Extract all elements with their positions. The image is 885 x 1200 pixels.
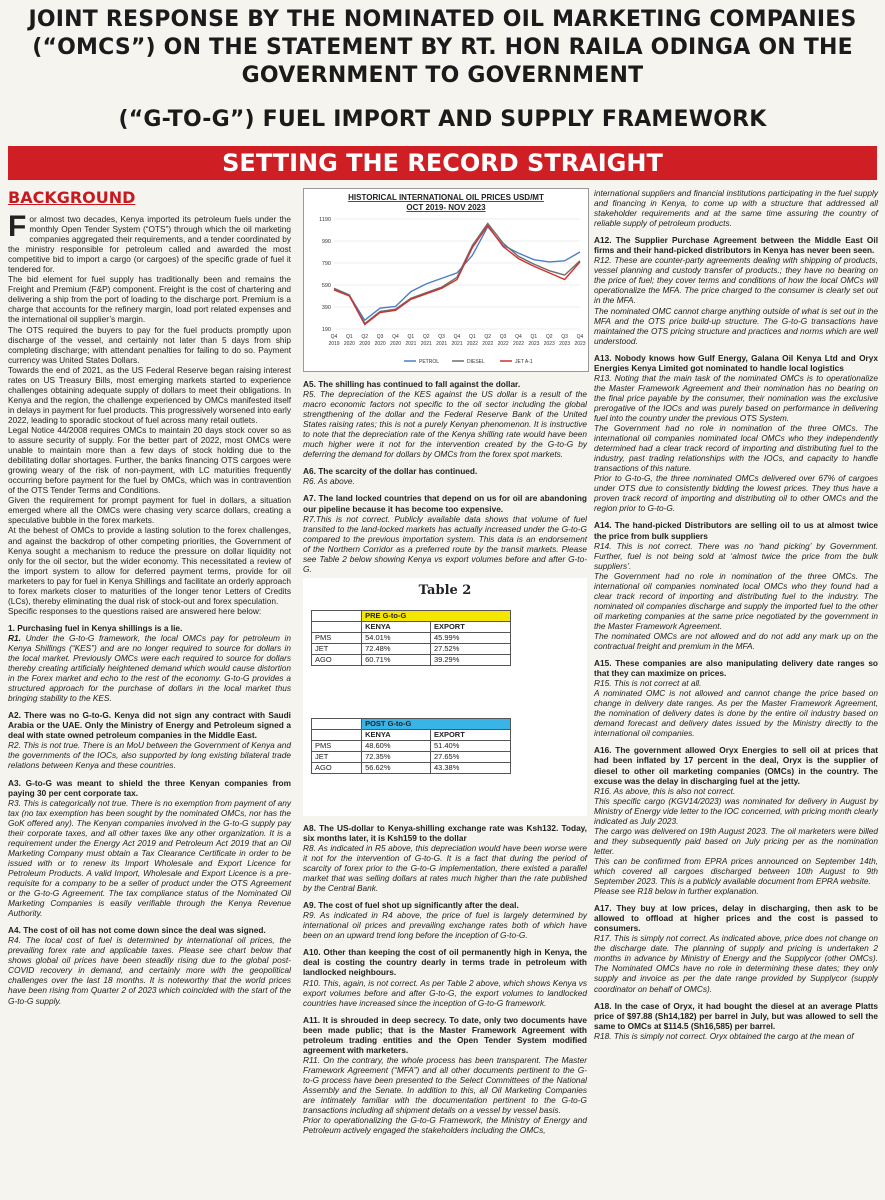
table-row [312, 751, 511, 762]
answer: R18. This is simply not correct. Oryx obtained the cargo at the mean of [594, 1030, 854, 1041]
table-cell: 43.38% [430, 763, 510, 774]
x-tick-label-year: 2020 [343, 341, 355, 347]
x-tick-label-year: 2019 [328, 341, 340, 347]
answer: R8. As indicated in R5 above, this depreciation would have been worse were it not for the intervention of G-to-G. It is a fact that during the period of scarcity of forex prior to the G-to-G implementation, there existed a parallel market that was selling dollars at rates much higher than the rate published by the Central Bank. [303, 842, 587, 894]
chart-title-line2: OCT 2019- NOV 2023 [406, 203, 486, 212]
x-tick-label: Q1 [407, 334, 415, 340]
table-cell: 51.40% [430, 740, 510, 751]
answer: R5. The depreciation of the KES against the US dollar is a result of the macro economic factors not specific to the oil sector including the global strengthening of the dollar and the Federal Reserve Bank of the United States raising rates; this is not a purely Kenyan phenomenon. It is instructive to note that the depreciation rate of the Kenya shilling rate would have been much higher were it not for the intervention created by the G-to-G by deferring the demand for dollars by OMCs from the forex spot markets. [303, 389, 587, 460]
table-cell: 27.52% [430, 643, 510, 654]
answer: R10. This, again, is not correct. As per Table 2 above, which shows Kenya vs export volumes before and after G-to-G, the export volumes to landlocked countries have increased since the inception of G-to-G framework. [303, 977, 587, 1008]
row-label: JET [312, 643, 362, 654]
question: A13. Nobody knows how Gulf Energy, Galana Oil Kenya Ltd and Oryx Energies Kenya Limited got nominated to handle local logistics [594, 352, 878, 373]
question: A11. It is shrouded in deep secrecy. To date, only two documents have been made public; that is the Master Framework Agreement with petroleum trading entities and the Open Tender System modified agreement with marketers. [303, 1014, 587, 1055]
answer: This can be confirmed from EPRA prices announced on September 14th, which covered all cargoes discharged between 10th August to 9th September 2023. This is a publicly available document from EPRA website. [594, 855, 878, 887]
x-tick-label-year: 2021 [451, 341, 463, 347]
y-tick-label: 1190 [319, 217, 331, 223]
answer: international suppliers and financial institutions participating in the fuel supply and financing in Kenya, to come up with a structure that addressed all stakeholder requirements and at the same time assuring the country of reliable supply of petroleum products. [594, 188, 878, 229]
pre-gtog-table [311, 610, 511, 666]
row-label: JET [312, 751, 362, 762]
table-cell: 39.29% [430, 655, 510, 666]
answer: R6. As above. [303, 476, 355, 487]
question: A9. The cost of fuel shot up significantly after the deal. [303, 900, 519, 911]
column-header: EXPORT [430, 729, 510, 740]
table-row [312, 655, 511, 666]
table-cell [312, 621, 362, 632]
answer: The nominated OMCs are not allowed and do not add any mark up on the contractual freight and premium in the MFA. [594, 630, 878, 652]
x-tick-label-year: 2023 [559, 341, 571, 347]
paragraph: The bid element for fuel supply has traditionally been and remains the Freight and Premium (F&P) component. Freight is the cost of chartering and delivering a ship from the port of loading to the discharge port. Premium is a charge that accounts for the refinery margin, load port related expenses and the international oil supplier’s margin. [8, 274, 291, 325]
x-tick-label-year: 2022 [482, 341, 494, 347]
question: A3. G-to-G was meant to shield the three Kenyan companies from paying 30 per cent corporate tax. [8, 777, 291, 798]
x-tick-label-year: 2021 [420, 341, 432, 347]
answer: R2. This is not true. There is an MoU between the Government of Kenya and the governments of the IOCs, also supported by long existing bilateral trade relations between Kenya and these countries. [8, 740, 291, 771]
paragraph: At the behest of OMCs to provide a lasting solution to the forex challenges, and against the backdrop of other competing priorities, the Government of Kenya sought a mechanism to reduce the pressure on dollar liquidity not only for the oil sector, but the wider economy. This necessitated a review of the import system to allow for deferred payment terms, provide for oil marketers to pay for fuel in Kenya Shillings and facilitate an orderly approach to forex markets closer to maturities of the longer tenor Letters of Credits (LCs), thereby eliminating the dual risk of stock-out and forex speculation. [8, 525, 291, 606]
x-tick-label: Q3 [561, 334, 568, 340]
x-tick-label-year: 2020 [389, 341, 402, 347]
column-header: KENYA [362, 729, 431, 740]
x-tick-label: Q1 [530, 334, 538, 340]
y-tick-label: 590 [321, 283, 331, 289]
question: A15. These companies are also manipulating delivery date ranges so that they can maximize on prices. [594, 658, 878, 679]
x-tick-label: Q4 [453, 334, 461, 340]
answer: R4. The local cost of fuel is determined by international oil prices, the prevailing forex rate and applicable taxes. Please see chart below that shows global oil prices have been steadily rising due to the global post-COVID recovery in demand, and certainly more with the geopolitical challenges over the last 18 months. It is noteworthy that the world prices have been rising from Quarter 2 of 2023 which coincided with the start of the G-to-G supply. [8, 935, 291, 1006]
document-title-line2: (“G-TO-G”) FUEL IMPORT AND SUPPLY FRAMEWORK [118, 107, 767, 132]
y-tick-label: 790 [321, 261, 331, 267]
x-tick-label-year: 2022 [497, 341, 509, 347]
y-tick-label: 990 [321, 239, 331, 245]
x-tick-label: Q2 [361, 334, 369, 340]
row-label: PMS [312, 740, 362, 751]
row-label: PMS [312, 632, 362, 643]
answer: Prior to G-to-G, the three nominated OMCs delivered over 67% of cargoes under OTS due to consistently bidding the lowest prices. They thus have a proven track record of importing and distributing oil to other OMCs and the region prior to G-to-G. [594, 473, 878, 514]
answer: R13. Noting that the main task of the nominated OMCs is to operationalize the Master Framework Agreement and their nomination has no bearing on the final price payable by the consumer, their nomination was the exclusive prerogative of the IOCs and was purely based on performance in delivering fuel into the country under the previous OTS System. [594, 372, 878, 423]
table-row [312, 763, 511, 774]
table-cell: 45.99% [430, 632, 510, 643]
x-tick-label: Q1 [346, 334, 353, 340]
question: A4. The cost of oil has not come down since the deal was signed. [8, 925, 266, 936]
question: A18. In the case of Oryx, it had bought the diesel at an average Platts price of $97.88 (Sh14,182) per barrel in July, but was allowed to sell the same to OMCs at $114.5 (Sh16,585) per barrel. [594, 1000, 878, 1031]
document-title: JOINT RESPONSE BY THE NOMINATED OIL MARKETING COMPANIES (“OMCS”) ON THE STATEMENT BY RT. HON RAILA ODINGA ON THE GOVERNMENT TO GOVERNMENT [28, 7, 857, 88]
question: 1. Purchasing fuel in Kenya shillings is a lie. [8, 622, 183, 633]
row-label: AGO [312, 763, 362, 774]
table-heading: POST G-to-G [362, 718, 511, 729]
x-tick-label-year: 2021 [436, 341, 448, 347]
table-cell [312, 729, 362, 740]
x-tick-label: Q1 [469, 334, 476, 340]
y-tick-label: 390 [321, 305, 331, 311]
x-tick-label-year: 2022 [466, 341, 478, 347]
y-tick-label: 190 [321, 327, 331, 333]
x-tick-label-year: 2021 [405, 341, 417, 347]
column-right [594, 188, 878, 1041]
paragraph [8, 210, 291, 275]
table-cell: 27.65% [430, 751, 510, 762]
table-cell: 54.01% [362, 632, 431, 643]
answer: R9. As indicated in R4 above, the price of fuel is largely determined by international oil prices and prevailing exchange rates both of which have been on an upward trend long before the inception of G-to-G. [303, 910, 587, 941]
x-tick-label-year: 2022 [512, 341, 525, 347]
answer: The Government had no role in nomination of the three OMCs. The international oil companies nominated local OMCs who they independently determined had a clear track record of importing and distributing fuel to the industry, past trading relationships with the IOCs, and capacity to handle transactions of this nature. [594, 423, 878, 474]
background-heading: BACKGROUND [8, 188, 136, 207]
answer: R17. This is simply not correct. As indicated above, price does not change on the discharge date. The planning of supply and pricing is undertaken 2 months in advance by Ministry of Energy and the Supplycor (other OMCs). The Nominated OMCs have no role in determining these dates; they only supply and invoice as per the date range provided by Supplycor (supply coordinator on behalf of OMCs). [594, 933, 878, 994]
answer: A nominated OMC is not allowed and cannot change the price based on change in delivery date ranges. As per the Master Framework Agreement, the nomination of delivery dates is done by the entire oil industry based on demand forecast and delivery dates issued by the Ministry directly to the international oil companies. [594, 688, 878, 739]
paragraph: The OTS required the buyers to pay for the fuel products promptly upon discharge of the vessel, and certainly not later than 5 days from ship completing discharge; with attendant penalties for failing to do so. Payment currency was United States Dollars. [8, 324, 291, 365]
answer: R12. These are counter-party agreements dealing with shipping of products, vessel planning and custody transfer of products.; they have no bearing on the price of fuel; they cover terms and conditions of how the local OMCs will operationalize the MFA. The price charged to the consumer is clearly set out in the MFA. [594, 255, 878, 306]
answer: R15. This is not correct at all. [594, 678, 702, 689]
answer: R7.This is not correct. Publicly available data shows that volume of fuel transited to the land-locked markets has actually increased under the G-to-G compared to the previous importation system. This data is an endorsement of the Northern Corridor as a preferred route by the transit markets. Please see Table 2 below showing Kenya vs export volumes before and after G-to-G. [303, 513, 587, 574]
x-tick-label: Q4 [515, 334, 522, 340]
oil-price-chart [303, 188, 589, 372]
answer: The Government had no role in nomination of the three OMCs. The international oil companies nominated local OMCs who they found had a clear track record of importing and distributing fuel to the industry. The nominated oil companies discharge and supply the imported fuel to the other oil marketing companies at the same price negotiated by the government in the Master Framework Agreement. [594, 570, 878, 631]
x-tick-label: Q4 [392, 334, 399, 340]
question: A2. There was no G-to-G. Kenya did not sign any contract with Saudi Arabia or the UAE. Only the Ministry of Energy and Petroleum signed a deal with state owned petroleum companies in the Middle East. [8, 710, 291, 741]
x-tick-label: Q3 [376, 334, 384, 340]
answer: The cargo was delivered on 19th August 2023. The oil marketers were billed and they subsequently paid based on July pricing per as the nomination letter. [594, 825, 878, 856]
question: A7. The land locked countries that depend on us for oil are abandoning our pipeline because it has become too expensive. [303, 493, 587, 514]
banner: SETTING THE RECORD STRAIGHT [8, 146, 877, 180]
question: A10. Other than keeping the cost of oil permanently high in Kenya, the deal is costing the country dearly in terms trade in petroleum with landlocked neighbours. [303, 947, 587, 978]
column-header: EXPORT [430, 621, 510, 632]
answer: R14. This is not correct. There was no ‘hand picking’ by Government. Further, fuel is not being sold at ‘almost twice the price from the bulk suppliers’. [594, 540, 878, 571]
answer: R11. On the contrary, the whole process has been transparent. The Master Framework Agreement (“MFA”) and all other documents pertinent to the G-to-G process have been presented to the Select Committees of the National Assembly and the Senate. In addition to this, all Oil Marketing Companies are intimately familiar with the documentation pertinent to the G-to-G transactions including all shipment details on a vessel by vessel basis. [303, 1054, 587, 1116]
table-2 [303, 578, 587, 816]
table-heading: PRE G-to-G [362, 610, 511, 621]
answer: This specific cargo (KGV14/2023) was nominated for delivery in August by Ministry of Energy vide letter to the IOC concerned, with pricing month clearly indicated as July 2023. [594, 795, 878, 826]
x-tick-label: Q2 [545, 334, 553, 340]
x-tick-label-year: 2020 [359, 341, 371, 347]
x-tick-label: Q2 [422, 334, 430, 340]
answer-text: Under the G-to-G framework, the local OMCs pay for petroleum in Kenya Shillings (“KES”) and are no longer required to source for dollars in the local market. Previously OMCs were each required to source for dollars thereby creating artificially heightened demand which would cause distortion in the Forex market and echo to the rest of the economy. G-to-G provides a structured approach for the purchase of dollars in the local market thus bringing stability to the KES. [8, 632, 291, 704]
table-cell: 72.35% [362, 751, 431, 762]
chart-title: HISTORICAL INTERNATIONAL OIL PRICES USD/MT [348, 193, 544, 202]
x-tick-label: Q4 [330, 334, 338, 340]
paragraph: Towards the end of 2021, as the US Federal Reserve began raising interest rates on US Treasury Bills, most emerging markets started to experience challenges obtaining adequate supply of dollars to meet their obligations. In Kenya and the region, the challenge experienced by OMCs manifested itself in delays in payment for fuel products. This progressively worsened into early 2022, leading to sporadic stockout of fuel across many retail outlets. [8, 364, 292, 425]
table-cell: 60.71% [362, 655, 431, 666]
table-cell: 48.60% [362, 740, 431, 751]
table-cell [312, 610, 362, 621]
answer: Please see R18 below in further explanation. [594, 886, 759, 897]
paragraph-text: or almost two decades, Kenya imported its petroleum fuels under the monthly Open Tender System (“OTS”) through which the oil marketing companies aggregated their requirements, and a tender coordinated by the ministry responsible for petroleum called and awarded the most competitive bid to import a cargo (or cargoes) of the specific grade of fuel it tendered for. [8, 214, 291, 275]
row-label: AGO [312, 655, 362, 666]
answer: R3. This is categorically not true. There is no exemption from payment of any tax (no tax exemption has been sought by the nominated OMCs, nor has the GoK offered any). The Kenyan companies involved in the G-to-G supply pay their corporate taxes, and all other taxes like any other organization. It is a requirement under the Energy Act 2019 and Petroleum Act 2019 that an Oil Marketing Company must obtain a Tax Clearance Certificate in order to be issued with or to renew its Import Wholesale and Export Licence for Petroleum Products. A valid Import, Wholesale and Export Licence is a pre-requisite for a company to be a seller of product under the OTS Agreement or the G-to-G Agreement. The tax compliance status of the Nominated Oil Marketing Companies is easily verifiable through the Kenya Revenue Authority. [8, 797, 291, 919]
answer: The nominated OMC cannot charge anything outside of what is set out in the MFA and the OTS price build-up structure. The G-to-G transactions have maintained the OTS pricing structure and practices and norms which are well understood. [594, 305, 878, 346]
column-middle [303, 188, 587, 1135]
question: A17. They buy at low prices, delay in discharging, then ask to be allowed to offload at higher prices and the cost is passed to consumers. [594, 903, 878, 934]
question: A8. The US-dollar to Kenya-shilling exchange rate was Ksh132. Today, six months later, it is Ksh159 to the dollar [303, 822, 587, 843]
legend-label: PETROL [419, 359, 440, 365]
x-tick-label: Q3 [499, 334, 507, 340]
paragraph: Specific responses to the questions raised are answered here below: [8, 605, 262, 616]
x-tick-label-year: 2023 [528, 341, 540, 347]
legend-label: JET A-1 [515, 359, 533, 365]
drop-cap: F [8, 210, 27, 243]
paragraph: Legal Notice 44/2008 requires OMCs to maintain 20 days stock cover so as to assure security of supply. For the better part of 2022, most OMCs were unable to maintain more than a few days of stock holding due to the debilitating dollar shortages. Further, the banks financing OTS cargoes were growing weary of the risk of non-payment, with LC maturities frequently occurring before payment for the fuel by OMCs, which was in contravention of the OTS Tender Terms and Conditions. [8, 424, 291, 496]
x-tick-label: Q3 [438, 334, 445, 340]
column-left [8, 188, 291, 1006]
answer [8, 633, 291, 703]
x-tick-label: Q4 [576, 334, 584, 340]
x-tick-label-year: 2023 [574, 341, 586, 347]
table-cell [312, 718, 362, 729]
column-header: KENYA [362, 621, 431, 632]
legend-label: DIESEL [467, 359, 485, 365]
answer: Prior to operationalizing the G-to-G Framework, the Ministry of Energy and Petroleum actively engaged the stakeholders including the OMCs, [303, 1115, 587, 1136]
chart-svg [304, 189, 588, 371]
question: A6. The scarcity of the dollar has continued. [303, 466, 478, 477]
x-tick-label-year: 2020 [374, 341, 386, 347]
question: A5. The shilling has continued to fall against the dollar. [303, 379, 521, 389]
table-cell: 56.62% [362, 763, 431, 774]
table-cell: 72.48% [362, 643, 431, 654]
answer-label: R1. [8, 632, 21, 643]
x-tick-label-year: 2023 [543, 341, 555, 347]
answer: R16. As above, this is also not correct. [594, 785, 736, 796]
table-row [312, 632, 511, 643]
question: A16. The government allowed Oryx Energies to sell oil at prices that had been inflated by 17 percent in the deal, Oryx is the supplier of diesel to other oil marketing companies (OMCs) in the country. The excuse was the delay in discharging fuel at the jetty. [594, 745, 878, 786]
question: A14. The hand-picked Distributors are selling oil to us at almost twice the price from bulk suppliers [594, 520, 878, 541]
table-title: Table 2 [418, 582, 472, 598]
paragraph: Given the requirement for prompt payment for fuel in dollars, a situation emerged where all the OMCs were chasing very scarce dollars, creating a speculative bubble in the forex markets. [8, 495, 291, 526]
question: A12. The Supplier Purchase Agreement between the Middle East Oil firms and their hand-picked distributors in Kenya has never been seen. [594, 235, 878, 256]
table-row [312, 740, 511, 751]
post-gtog-table [311, 718, 511, 774]
x-tick-label: Q2 [484, 334, 492, 340]
table-row [312, 643, 511, 654]
series-line-jet-a-1 [334, 226, 580, 325]
